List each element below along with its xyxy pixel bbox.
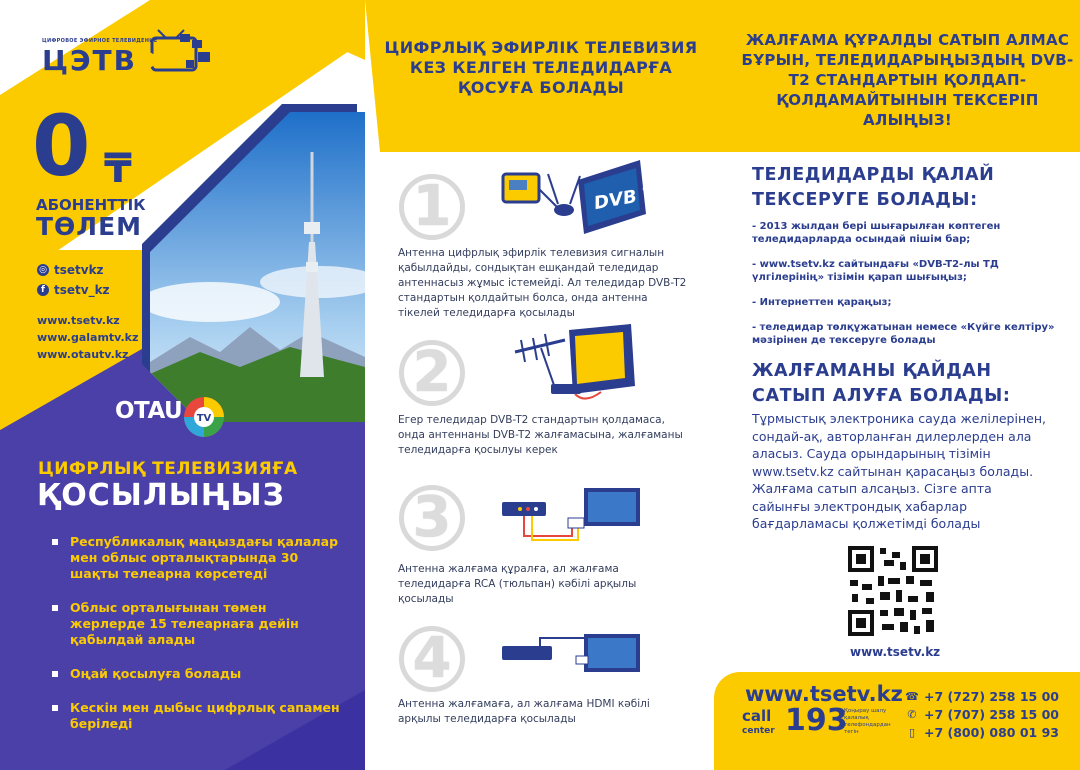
otau-logo-text: OTAU xyxy=(115,398,183,424)
step-number: 4 xyxy=(399,626,465,692)
brand-logo: ЦЭТВ xyxy=(42,44,137,77)
whatsapp-icon: ✆ xyxy=(907,707,917,721)
list-item: - 2013 жылдан бері шығарылған көптеген теледидарларда осындай пішім бар; xyxy=(752,221,1001,245)
call-label: call xyxy=(742,707,772,725)
qr-code[interactable] xyxy=(848,546,938,636)
phone-icon: ☎ xyxy=(905,689,919,703)
step-number: 3 xyxy=(399,485,465,551)
list-item: - www.tsetv.kz сайтындағы «DVB-T2-лы ТД үлгілерінің» тізімін қарап шығыңыз; xyxy=(752,259,999,283)
step-number: 1 xyxy=(399,174,465,240)
offer-line1: АБОНЕНТТІК xyxy=(36,196,146,214)
hdmi-connection-illustration xyxy=(500,630,645,680)
step-text: Егер теледидар DVB-T2 стандартын қолдамаса, онда антеннаны DVB-T2 жалғамасына, жалғаманы теледидарға қосылуы керек xyxy=(398,414,683,456)
check-heading: ТЕЛЕДИДАРДЫ ҚАЛАЙ ТЕКСЕРУГЕ БОЛАДЫ: xyxy=(752,165,995,210)
phone-number: +7 (800) 080 01 93 xyxy=(924,724,1059,740)
phone-item[interactable] xyxy=(906,687,1059,705)
phone-number: +7 (727) 258 15 00 xyxy=(924,688,1059,704)
phone-number: +7 (707) 258 15 00 xyxy=(924,706,1059,722)
center-label: center xyxy=(742,726,775,736)
antenna-box-tv-illustration xyxy=(505,322,640,412)
connect-title: ҚОСЫЛЫҢЫЗ xyxy=(37,478,285,513)
otau-badge: TV xyxy=(196,413,212,424)
instagram-link[interactable] xyxy=(37,263,104,277)
website-link[interactable]: www.otautv.kz xyxy=(37,348,129,361)
website-list xyxy=(37,312,138,363)
website-link[interactable]: www.tsetv.kz xyxy=(37,314,120,327)
call-center-note: Қоңырау шалу қалалық телефондардан тегін xyxy=(844,708,891,735)
list-item: - Интернеттен қараңыз; xyxy=(752,297,892,308)
zero-price: 0 xyxy=(32,97,91,195)
offer-line2: ТӨЛЕМ xyxy=(36,212,143,241)
middle-header-title: ЦИФРЛЫҚ ЭФИРЛІК ТЕЛЕВИЗИЯ КЕЗ КЕЛГЕН ТЕЛЕДИДАРҒА ҚОСУҒА БОЛАДЫ xyxy=(384,38,698,97)
facebook-icon: f xyxy=(37,284,49,296)
step-text: Антенна цифрлық эфирлік телевизия сигналын қабылдайды, сондықтан ешқандай теледидар антеннасыз жұмыс істемейді. Ал теледидар DVB-T2 стандартын қолдайтын болса, онда антенна тікелей теледидарға қосылады xyxy=(398,247,687,319)
website-link[interactable]: www.galamtv.kz xyxy=(37,331,139,344)
tv-logo-icon xyxy=(146,30,216,78)
call-center-number[interactable]: 193 xyxy=(785,703,848,738)
facebook-link[interactable] xyxy=(37,283,110,297)
phone-list xyxy=(906,687,1059,741)
list-item: Облыс орталығынан төмен жерлерде 15 телеарнаға дейін қабылдай алады xyxy=(52,600,342,648)
instagram-icon: ◎ xyxy=(37,264,49,276)
dvb-badge: DVB T2 xyxy=(594,180,668,215)
check-list xyxy=(752,220,1062,359)
phone-item[interactable] xyxy=(906,723,1059,741)
list-item: - теледидар төлқұжатынан немесе «Күйге келтіру» мәзірінен де тексеруге болады xyxy=(752,322,1055,346)
mobile-icon: ▯ xyxy=(908,725,916,739)
step-number: 2 xyxy=(399,340,465,406)
rca-connection-illustration xyxy=(500,486,645,546)
list-item: Кескін мен дыбыс цифрлық сапамен беріледі xyxy=(52,700,342,732)
benefits-list xyxy=(52,534,342,750)
where-heading: ЖАЛҒАМАНЫ ҚАЙДАН САТЫП АЛУҒА БОЛАДЫ: xyxy=(752,361,1011,406)
connect-subtitle: ЦИФРЛЫҚ ТЕЛЕВИЗИЯҒА xyxy=(38,459,298,479)
step-text: Антенна жалғама құралға, ал жалғама теледидарға RCA (тюльпан) кәбілі арқылы қосылады xyxy=(398,563,637,605)
tenge-symbol: ₸ xyxy=(104,146,132,192)
phone-item[interactable] xyxy=(906,705,1059,723)
right-header-title: ЖАЛҒАМА ҚҰРАЛДЫ САТЫП АЛМАС БҰРЫН, ТЕЛЕДИДАРЫҢЫЗДЫҢ DVB-T2 СТАНДАРТЫН ҚОЛДАП-ҚОЛДАМАЙТЫНЫН ТЕКСЕРІП АЛЫҢЫЗ! xyxy=(741,31,1074,129)
list-item: Оңай қосылуға болады xyxy=(52,666,342,682)
logo-subtitle: ЦИФРОВОЕ ЭФИРНОЕ ТЕЛЕВИДЕНИЕ xyxy=(42,38,158,44)
otau-ball-icon xyxy=(183,396,225,438)
list-item: Республикалық маңыздағы қалалар мен облыс орталықтарында 30 шақты телеарна көрсетеді xyxy=(52,534,342,582)
step-text: Антенна жалғамаға, ал жалғама HDMI кәбілі арқылы теледидарға қосылады xyxy=(398,698,650,725)
qr-label[interactable]: www.tsetv.kz xyxy=(850,645,941,659)
tower-photo xyxy=(150,112,365,422)
facebook-label: tsetv_kz xyxy=(54,283,110,297)
where-text: Тұрмыстық электроника сауда желілерінен, сондай-ақ, авторланған дилерлерден ала аласыз. Сауда орындарының тізімін www.tsetv.kz сайтынан қарасаңыз болады. Жалғама сатып алсаңыз. Сізге апта сайынғы электрондық хабарлар бағдарламасы қолжетімді болады xyxy=(752,411,1046,531)
contact-website[interactable]: www.tsetv.kz xyxy=(745,682,903,706)
antenna-tv-illustration xyxy=(500,160,668,240)
instagram-label: tsetvkz xyxy=(54,263,104,277)
